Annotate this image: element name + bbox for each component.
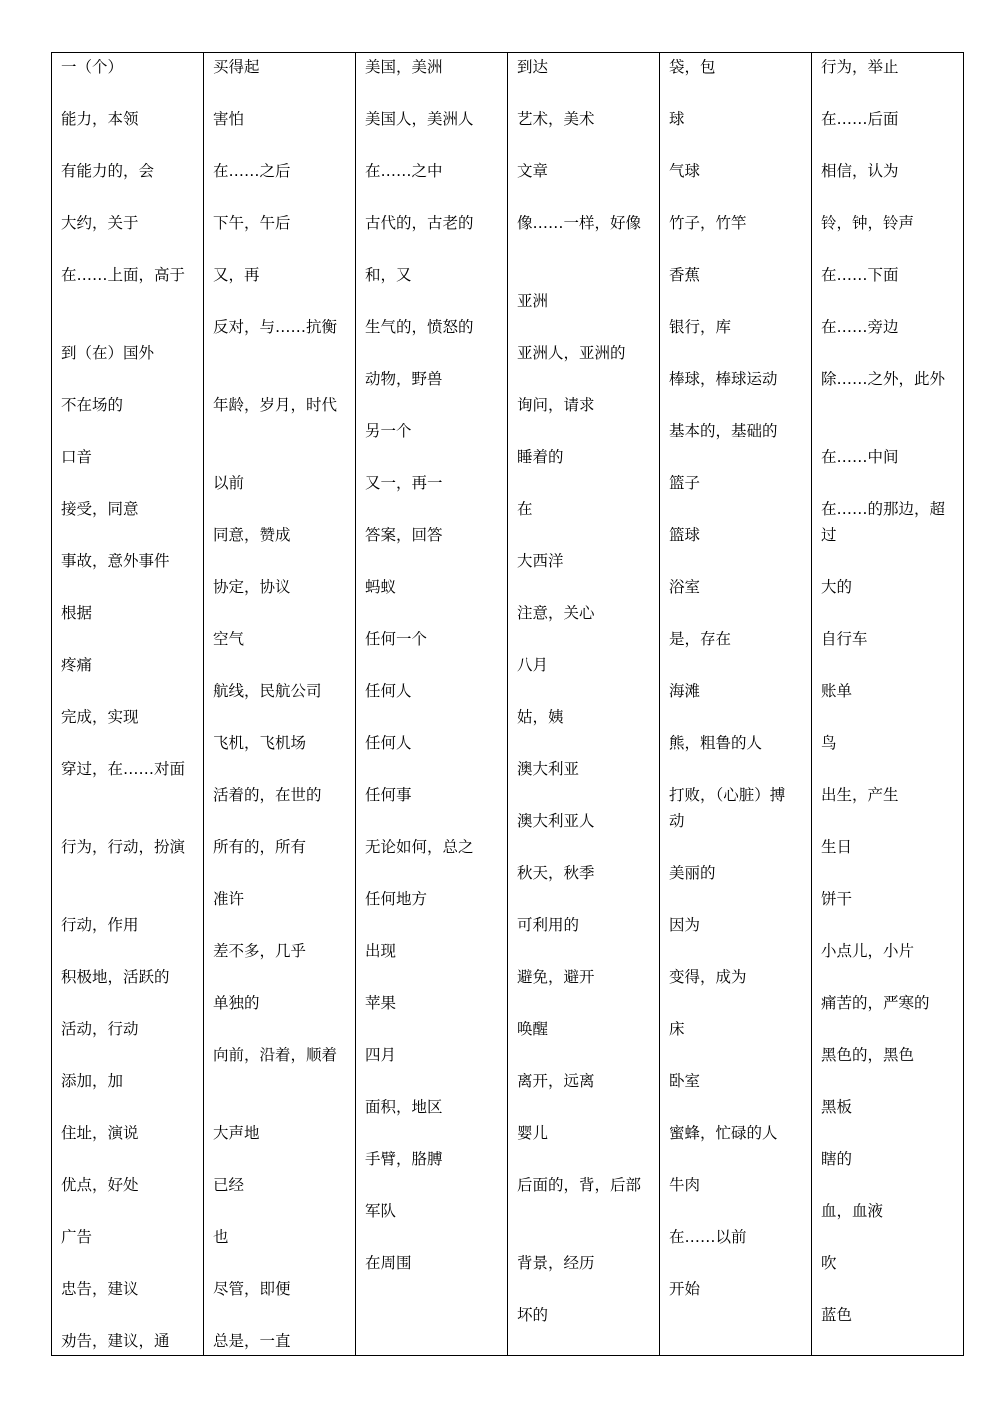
vocab-entry: 打败，（心脏）搏动 — [669, 786, 786, 830]
vocab-entry: 变得，成为 — [669, 968, 747, 986]
vocab-entry: 基本的，基础的 — [669, 422, 778, 440]
vocab-entry: 棒球，棒球运动 — [669, 370, 778, 388]
vocab-entry: 另一个 — [365, 422, 412, 440]
vocab-entry: 活着的，在世的 — [213, 786, 322, 804]
vocab-entry: 除……之外，此外 — [821, 370, 946, 388]
vocab-entry: 浴室 — [669, 578, 701, 596]
vocab-entry: 在……以前 — [669, 1228, 747, 1246]
vocab-entry: 行为，行动，扮演 — [61, 838, 186, 856]
vocab-entry: 卧室 — [669, 1072, 701, 1090]
vocab-entry: 在……旁边 — [821, 318, 899, 336]
vocab-entry: 开始 — [669, 1280, 701, 1298]
vocab-entry: 铃，钟，铃声 — [821, 214, 915, 232]
vocab-entry: 离开，远离 — [517, 1072, 595, 1090]
vocab-entry: 自行车 — [821, 630, 868, 648]
vocab-entry: 在……上面，高于 — [61, 266, 186, 284]
vocab-entry: 无论如何，总之 — [365, 838, 474, 856]
vocab-entry: 在……之中 — [365, 162, 443, 180]
vocab-entry: 背景，经历 — [517, 1254, 595, 1272]
vocab-entry: 在……中间 — [821, 448, 899, 466]
vocab-entry: 军队 — [365, 1202, 397, 1220]
vocab-entry: 姑，姨 — [517, 708, 564, 726]
vocab-entry: 四月 — [365, 1046, 397, 1064]
vocab-entry: 在 — [517, 500, 533, 518]
vocab-entry: 不在场的 — [61, 396, 124, 414]
vocab-entry: 完成，实现 — [61, 708, 139, 726]
vocab-entry: 所有的，所有 — [213, 838, 307, 856]
vocab-entry: 积极地，活跃的 — [61, 968, 170, 986]
vocab-entry: 任何人 — [365, 682, 412, 700]
vocab-entry: 到达 — [517, 58, 549, 76]
vocab-entry: 在……后面 — [821, 110, 899, 128]
vocab-entry: 行为，举止 — [821, 58, 899, 76]
vocab-entry: 大西洋 — [517, 552, 564, 570]
vocab-entry: 澳大利亚人 — [517, 812, 595, 830]
vocab-entry: 美国，美洲 — [365, 58, 443, 76]
vocab-entry: 在……的那边，超过 — [821, 500, 946, 544]
vocab-entry: 文章 — [517, 162, 549, 180]
vocab-entry: 注意，关心 — [517, 604, 595, 622]
vocab-entry: 差不多，几乎 — [213, 942, 307, 960]
vocab-entry: 广告 — [61, 1228, 93, 1246]
vocab-entry: 银行，库 — [669, 318, 732, 336]
vocab-entry: 疼痛 — [61, 656, 93, 674]
vocab-entry: 手臂，胳膊 — [365, 1150, 443, 1168]
vocab-entry: 海滩 — [669, 682, 701, 700]
vocab-entry: 牛肉 — [669, 1176, 701, 1194]
vocab-entry: 任何一个 — [365, 630, 428, 648]
vocab-entry: 协定，协议 — [213, 578, 291, 596]
vocab-entry: 在……下面 — [821, 266, 899, 284]
vocab-entry: 饼干 — [821, 890, 853, 908]
vocab-entry: 总是，一直 — [213, 1332, 291, 1350]
vocab-entry: 小点儿，小片 — [821, 942, 915, 960]
vocab-entry: 任何地方 — [365, 890, 428, 908]
vocab-entry: 买得起 — [213, 58, 260, 76]
vocab-entry: 尽管，即便 — [213, 1280, 291, 1298]
column-body — [660, 53, 811, 1355]
vocab-entry: 反对，与……抗衡 — [213, 318, 338, 336]
vocab-entry: 唤醒 — [517, 1020, 549, 1038]
column-body — [508, 53, 659, 1355]
vocab-entry: 袋，包 — [669, 58, 716, 76]
vocab-entry: 能力，本领 — [61, 110, 139, 128]
table-row — [52, 53, 964, 1356]
vocab-entry: 篮球 — [669, 526, 701, 544]
vocab-entry: 又，再 — [213, 266, 260, 284]
vocab-entry: 单独的 — [213, 994, 260, 1012]
vocab-entry: 年龄，岁月，时代 — [213, 396, 338, 414]
vocab-entry: 亚洲人，亚洲的 — [517, 344, 626, 362]
vocab-entry: 相信，认为 — [821, 162, 899, 180]
vocab-entry: 询问，请求 — [517, 396, 595, 414]
vocab-entry: 生日 — [821, 838, 853, 856]
vocab-entry: 睡着的 — [517, 448, 564, 466]
vocab-entry: 八月 — [517, 656, 549, 674]
vocab-entry: 出生，产生 — [821, 786, 899, 804]
vocab-entry: 行动，作用 — [61, 916, 139, 934]
vocab-entry: 球 — [669, 110, 685, 128]
vocab-entry: 熊，粗鲁的人 — [669, 734, 763, 752]
vocab-entry: 优点，好处 — [61, 1176, 139, 1194]
vocab-entry: 也 — [213, 1228, 229, 1246]
vocab-column — [812, 53, 964, 1356]
vocab-entry: 飞机，飞机场 — [213, 734, 307, 752]
vocab-entry: 账单 — [821, 682, 853, 700]
vocab-entry: 黑板 — [821, 1098, 853, 1116]
vocab-entry: 害怕 — [213, 110, 245, 128]
vocab-entry: 美丽的 — [669, 864, 716, 882]
column-body — [52, 53, 203, 1355]
vocab-entry: 以前 — [213, 474, 245, 492]
vocab-entry: 住址，演说 — [61, 1124, 139, 1142]
vocab-entry: 像……一样，好像 — [517, 214, 642, 232]
column-body — [812, 53, 963, 1355]
vocab-entry: 在周围 — [365, 1254, 412, 1272]
vocab-column — [660, 53, 812, 1356]
vocab-entry: 忠告，建议 — [61, 1280, 139, 1298]
vocab-entry: 大的 — [821, 578, 853, 596]
vocab-entry: 竹子，竹竿 — [669, 214, 747, 232]
vocab-entry: 艺术，美术 — [517, 110, 595, 128]
vocab-entry: 澳大利亚 — [517, 760, 580, 778]
vocab-entry: 一（个） — [61, 58, 124, 76]
vocab-entry: 航线，民航公司 — [213, 682, 322, 700]
column-body — [356, 53, 507, 1355]
vocab-entry: 蜜蜂，忙碌的人 — [669, 1124, 778, 1142]
vocab-entry: 和，又 — [365, 266, 412, 284]
vocab-entry: 在……之后 — [213, 162, 291, 180]
vocab-entry: 气球 — [669, 162, 701, 180]
vocab-entry: 蓝色 — [821, 1306, 853, 1324]
vocab-entry: 古代的，古老的 — [365, 214, 474, 232]
vocab-entry: 因为 — [669, 916, 701, 934]
vocab-entry: 后面的，背，后部 — [517, 1176, 642, 1194]
vocab-column — [356, 53, 508, 1356]
vocab-entry: 到（在）国外 — [61, 344, 155, 362]
vocab-entry: 黑色的，黑色 — [821, 1046, 915, 1064]
vocabulary-table — [51, 52, 964, 1356]
vocab-entry: 苹果 — [365, 994, 397, 1012]
vocab-entry: 有能力的，会 — [61, 162, 155, 180]
vocab-entry: 准许 — [213, 890, 245, 908]
vocab-entry: 瞎的 — [821, 1150, 853, 1168]
vocab-entry: 空气 — [213, 630, 245, 648]
vocab-entry: 血，血液 — [821, 1202, 884, 1220]
vocab-entry: 大声地 — [213, 1124, 260, 1142]
vocab-entry: 任何事 — [365, 786, 412, 804]
vocab-entry: 香蕉 — [669, 266, 701, 284]
vocab-entry: 蚂蚁 — [365, 578, 397, 596]
vocab-entry: 同意，赞成 — [213, 526, 291, 544]
vocab-entry: 已经 — [213, 1176, 245, 1194]
vocab-entry: 床 — [669, 1020, 685, 1038]
vocab-entry: 生气的，愤怒的 — [365, 318, 474, 336]
vocab-entry: 动物，野兽 — [365, 370, 443, 388]
vocab-entry: 吹 — [821, 1254, 837, 1272]
vocab-entry: 美国人，美洲人 — [365, 110, 474, 128]
vocab-entry: 大约，关于 — [61, 214, 139, 232]
vocab-entry: 出现 — [365, 942, 397, 960]
vocab-entry: 可利用的 — [517, 916, 580, 934]
vocab-entry: 活动，行动 — [61, 1020, 139, 1038]
vocab-entry: 又一，再一 — [365, 474, 443, 492]
vocab-entry: 避免，避开 — [517, 968, 595, 986]
vocab-entry: 鸟 — [821, 734, 837, 752]
vocab-entry: 添加，加 — [61, 1072, 124, 1090]
vocab-entry: 口音 — [61, 448, 93, 466]
vocab-entry: 坏的 — [517, 1306, 549, 1324]
vocab-entry: 向前，沿着，顺着 — [213, 1046, 338, 1064]
vocab-entry: 事故，意外事件 — [61, 552, 170, 570]
vocab-entry: 根据 — [61, 604, 93, 622]
vocab-entry: 劝告，建议，通 — [61, 1332, 170, 1350]
vocab-entry: 篮子 — [669, 474, 701, 492]
vocab-entry: 痛苦的，严寒的 — [821, 994, 930, 1012]
vocab-entry: 婴儿 — [517, 1124, 549, 1142]
vocab-entry: 亚洲 — [517, 292, 549, 310]
vocab-column — [508, 53, 660, 1356]
column-body — [204, 53, 355, 1355]
vocab-entry: 接受，同意 — [61, 500, 139, 518]
vocab-entry: 面积，地区 — [365, 1098, 443, 1116]
vocab-column — [204, 53, 356, 1356]
vocab-entry: 穿过，在……对面 — [61, 760, 186, 778]
vocab-entry: 任何人 — [365, 734, 412, 752]
vocab-entry: 答案，回答 — [365, 526, 443, 544]
vocab-entry: 是，存在 — [669, 630, 732, 648]
vocab-column — [52, 53, 204, 1356]
vocab-entry: 下午，午后 — [213, 214, 291, 232]
vocab-entry: 秋天，秋季 — [517, 864, 595, 882]
